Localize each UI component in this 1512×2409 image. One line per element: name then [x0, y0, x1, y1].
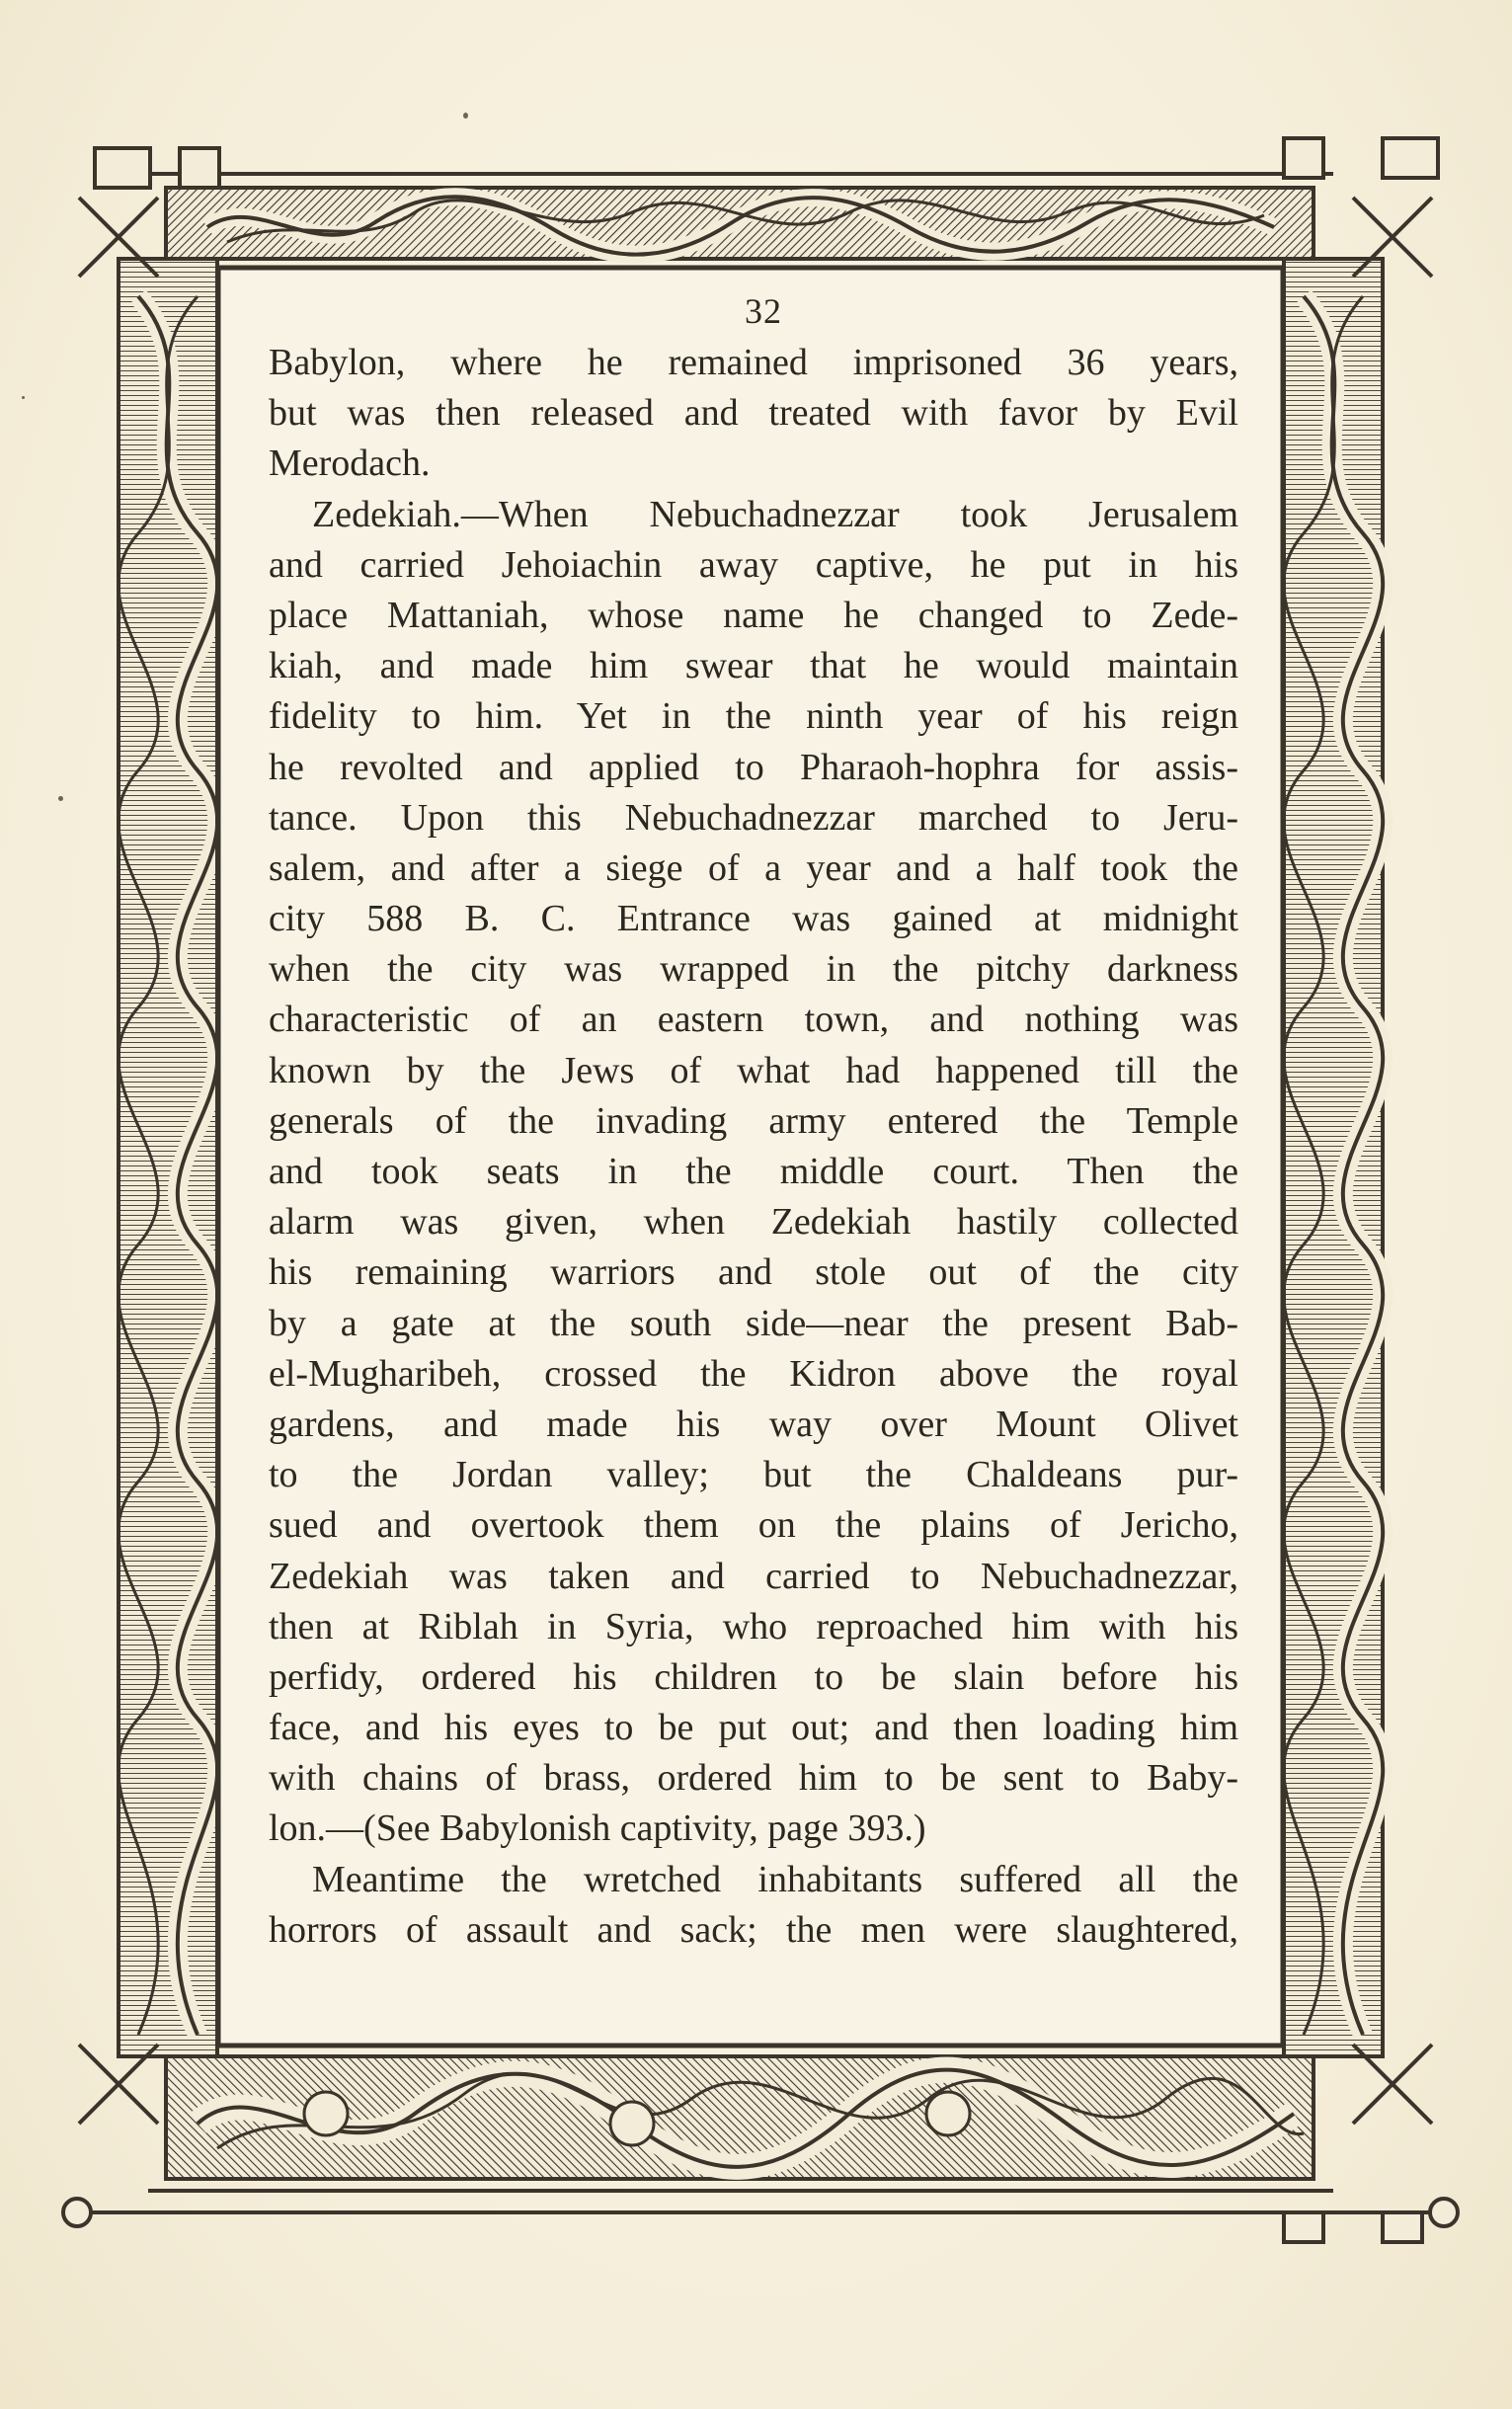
- text-line: characteristic of an eastern town, and nothing was: [269, 999, 1238, 1041]
- right-border-column: [1284, 259, 1383, 2056]
- page-content: [269, 284, 1238, 1993]
- text-line: perfidy, ordered his children to be slain before his: [269, 1655, 1238, 1698]
- text-line: his remaining warriors and stole out of the city: [269, 1251, 1238, 1294]
- text-line: el-Mugharibeh, crossed the Kidron above the royal: [269, 1352, 1238, 1395]
- text-line: Zedekiah was taken and carried to Nebuchadnezzar,: [269, 1555, 1238, 1597]
- paper-speck: [463, 113, 468, 119]
- text-line: horrors of assault and sack; the men were slaughtered,: [269, 1908, 1238, 1951]
- text-line: Merodach.: [269, 442, 431, 485]
- text-line: and carried Jehoiachin away captive, he put in his: [269, 543, 1238, 586]
- left-border-column: [119, 259, 217, 2056]
- text-line: Meantime the wretched inhabitants suffered all the: [312, 1858, 1238, 1900]
- text-line: he revolted and applied to Pharaoh-hophra for assis-: [269, 746, 1238, 788]
- text-line: but was then released and treated with favor by Evil: [269, 392, 1238, 435]
- text-line: when the city was wrapped in the pitchy darkness: [269, 948, 1238, 991]
- text-line: gardens, and made his way over Mount Olivet: [269, 1403, 1238, 1445]
- paper-speck: [22, 396, 25, 399]
- text-line: then at Riblah in Syria, who reproached him with his: [269, 1605, 1238, 1647]
- text-line: tance. Upon this Nebuchadnezzar marched to Jeru-: [269, 796, 1238, 839]
- text-line: Zedekiah.—When Nebuchadnezzar took Jerusalem: [312, 493, 1238, 535]
- text-line: fidelity to him. Yet in the ninth year of his reign: [269, 695, 1238, 738]
- text-line: known by the Jews of what had happened till the: [269, 1049, 1238, 1091]
- text-line: city 588 B. C. Entrance was gained at midnight: [269, 898, 1238, 940]
- text-line: by a gate at the south side—near the present Bab-: [269, 1302, 1238, 1344]
- text-line: lon.—(See Babylonish captivity, page 393.): [269, 1807, 926, 1850]
- text-line: place Mattaniah, whose name he changed to Zede-: [269, 594, 1238, 636]
- paper-speck: [58, 796, 63, 801]
- bottom-border-band: [148, 2047, 1333, 2191]
- text-line: with chains of brass, ordered him to be sent to Baby-: [269, 1757, 1238, 1800]
- top-border-band: [148, 174, 1333, 267]
- text-line: to the Jordan valley; but the Chaldeans pur-: [269, 1454, 1238, 1496]
- text-line: kiah, and made him swear that he would maintain: [269, 645, 1238, 687]
- text-line: and took seats in the middle court. Then the: [269, 1151, 1238, 1192]
- text-line: Babylon, where he remained imprisoned 36 years,: [269, 342, 1238, 383]
- text-line: sued and overtook them on the plains of Jericho,: [269, 1504, 1238, 1547]
- text-line: face, and his eyes to be put out; and then loading him: [269, 1707, 1238, 1749]
- page-number: 32: [745, 291, 782, 331]
- body-text: [269, 338, 1238, 1956]
- text-line: salem, and after a siege of a year and a half took the: [269, 846, 1238, 889]
- text-line: alarm was given, when Zedekiah hastily collected: [269, 1201, 1238, 1244]
- text-line: generals of the invading army entered the Temple: [269, 1099, 1238, 1142]
